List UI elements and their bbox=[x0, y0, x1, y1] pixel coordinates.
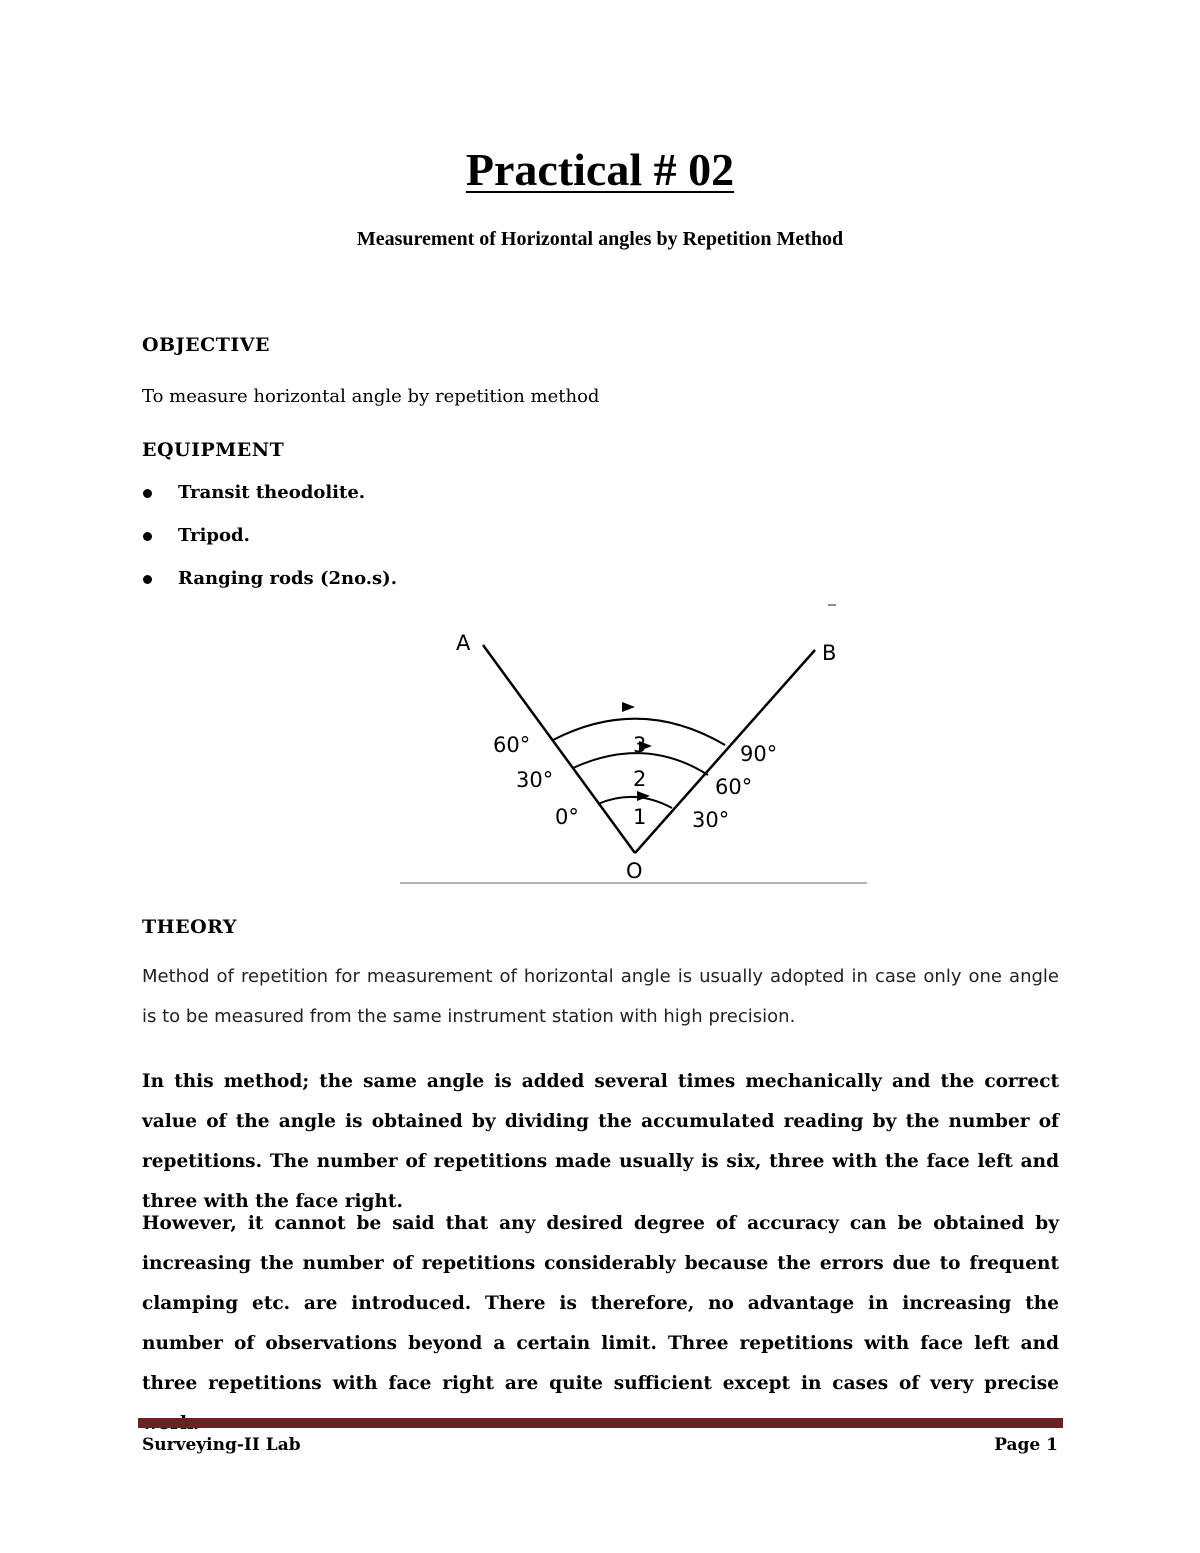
footer-divider bbox=[138, 1418, 1063, 1428]
equipment-item: Ranging rods (2no.s). bbox=[142, 564, 397, 607]
right-reading-90: 90° bbox=[740, 742, 778, 766]
theory-paragraph-3: However, it cannot be said that any desired degree of accuracy can be obtained by increasing the number of repetitions considerably because the errors due to frequent clamping etc. are introduced. There is therefore, no advantage in increasing the number of observations beyond a certain limit. Three repetitions with face left and three repetitions with face right are quite sufficient except in cases of very precise bbox=[142, 1213, 1059, 1394]
objective-heading: OBJECTIVE bbox=[142, 334, 270, 356]
arc-number-3: 3 bbox=[633, 733, 647, 757]
arc-number-2: 2 bbox=[633, 767, 647, 791]
page-title: Practical # 02 bbox=[465, 144, 735, 195]
repetition-method-figure bbox=[390, 595, 880, 890]
left-reading-0: 0° bbox=[555, 805, 579, 829]
theory-heading: THEORY bbox=[142, 916, 237, 938]
equipment-list bbox=[142, 478, 397, 607]
arrow-3-icon bbox=[622, 702, 635, 712]
footer-page-number: Page 1 bbox=[994, 1435, 1058, 1455]
theory-paragraph-2: In this method; the same angle is added several times mechanically and the correct value of the angle is obtained by dividing the accumulated reading by the number of repetitions. The number of repetitions made usually is six, three with the face left and three with the face right. bbox=[142, 1071, 1059, 1212]
label-o: O bbox=[626, 859, 643, 883]
right-reading-60: 60° bbox=[715, 775, 753, 799]
objective-text: To measure horizontal angle by repetition method bbox=[142, 386, 600, 407]
page-subtitle: Measurement of Horizontal angles by Repetition Method bbox=[356, 228, 844, 250]
equipment-item: Tripod. bbox=[142, 521, 397, 564]
equipment-item: Transit theodolite. bbox=[142, 478, 397, 521]
theory-paragraph-1: Method of repetition for measurement of horizontal angle is usually adopted in case only one angle is to be measured from the same instrument station with high precision. bbox=[142, 966, 1059, 1027]
left-reading-30: 30° bbox=[516, 768, 554, 792]
right-reading-30: 30° bbox=[692, 808, 730, 832]
equipment-heading: EQUIPMENT bbox=[142, 439, 285, 461]
arc-number-1: 1 bbox=[633, 805, 647, 829]
label-a: A bbox=[456, 631, 471, 655]
label-b: B bbox=[822, 641, 837, 665]
footer-course-name: Surveying-II Lab bbox=[142, 1435, 301, 1455]
left-reading-60: 60° bbox=[493, 733, 531, 757]
